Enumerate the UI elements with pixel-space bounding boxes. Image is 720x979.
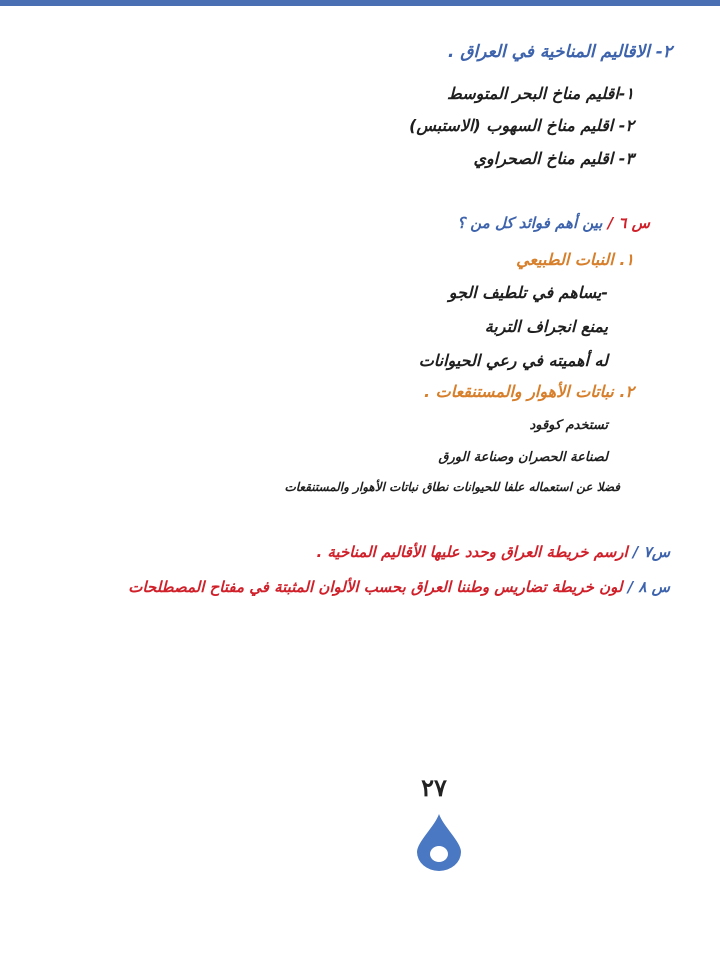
climate-item-1: ١-اقليم مناخ البحر المتوسط: [447, 84, 634, 103]
answer-1-line-2: يمنع انجراف التربة: [484, 317, 608, 336]
question-7: [316, 543, 670, 561]
question-7-number: س٧ /: [632, 543, 670, 561]
page-number: ٢٧: [421, 773, 447, 802]
answer-1-title: ١. النبات الطبيعي: [516, 250, 634, 269]
answer-2-line-1: تستخدم كوقود: [529, 418, 608, 433]
question-8: [128, 578, 670, 596]
climate-item-2: ٢- اقليم مناخ السهوب (الاستبس): [409, 116, 634, 135]
answer-2-line-3: فضلا عن استعماله علفا للحيوانات نطاق نباتات الأهوار والمستنقعات: [284, 480, 620, 494]
question-8-text: لون خريطة تضاريس وطننا العراق بحسب الألوان المثبتة في مفتاح المصطلحات: [128, 578, 623, 596]
top-border: [0, 0, 720, 6]
question-6-text: بين أهم فوائد كل من ؟: [457, 214, 603, 232]
water-drop-icon: [411, 812, 467, 872]
question-8-number: س ٨ /: [627, 578, 670, 596]
answer-1-line-3: له أهميته في رعي الحيوانات: [418, 351, 608, 370]
answer-2-line-2: لصناعة الحصران وصناعة الورق: [438, 450, 608, 465]
question-6: [457, 214, 650, 232]
answer-1-line-1: -يساهم في تلطيف الجو: [448, 283, 608, 302]
climate-item-3: ٣- اقليم مناخ الصحراوي: [473, 149, 634, 168]
answer-2-title: ٢. نباتات الأهوار والمستنقعات .: [424, 382, 634, 401]
question-7-text: ارسم خريطة العراق وحدد عليها الأقاليم المناخية .: [316, 543, 628, 561]
question-6-number: س ٦ /: [607, 214, 650, 232]
section-2-title: ٢- الاقاليم المناخية في العراق .: [447, 42, 672, 62]
